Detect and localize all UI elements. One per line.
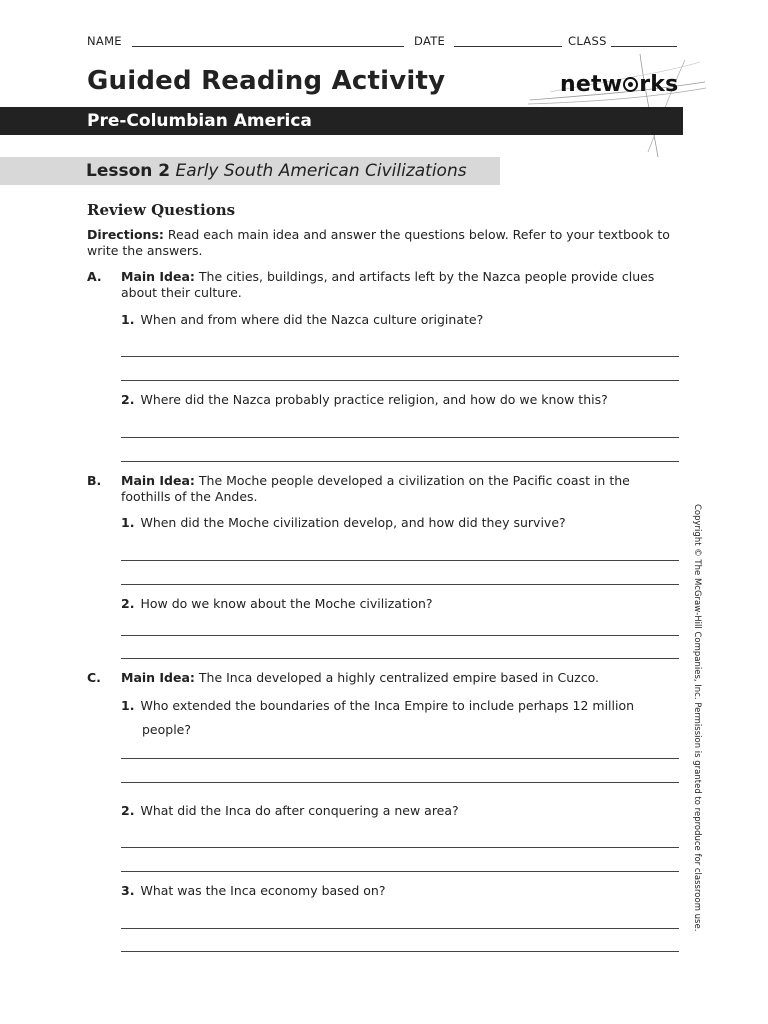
name-blank xyxy=(132,46,404,47)
answer-line[interactable] xyxy=(121,871,679,872)
question-a1 xyxy=(121,308,681,332)
section-c-letter: C. xyxy=(87,670,101,685)
question-text: When and from where did the Nazca culture originate? xyxy=(140,312,484,327)
unit-title: Pre-Columbian America xyxy=(87,111,312,131)
answer-line[interactable] xyxy=(121,951,679,952)
section-c-main-idea xyxy=(121,670,681,686)
question-c1 xyxy=(121,694,681,742)
class-blank xyxy=(611,46,677,47)
main-idea-label: Main Idea: xyxy=(121,473,195,488)
main-idea-label: Main Idea: xyxy=(121,269,195,284)
lesson-heading xyxy=(86,161,467,181)
directions-text: Read each main idea and answer the questions below. Refer to your textbook to write the answers. xyxy=(87,227,670,258)
answer-line[interactable] xyxy=(121,928,679,929)
answer-line[interactable] xyxy=(121,758,679,759)
networks-logo xyxy=(560,72,678,97)
answer-line[interactable] xyxy=(121,380,679,381)
question-text: Where did the Nazca probably practice religion, and how do we know this? xyxy=(140,392,608,407)
question-number: 2. xyxy=(121,392,135,407)
question-number: 2. xyxy=(121,803,135,818)
answer-line[interactable] xyxy=(121,847,679,848)
answer-line[interactable] xyxy=(121,658,679,659)
directions-label: Directions: xyxy=(87,227,164,242)
answer-line[interactable] xyxy=(121,461,679,462)
section-b-letter: B. xyxy=(87,473,102,488)
question-number: 1. xyxy=(121,698,135,713)
copyright-notice: Copyright © The McGraw-Hill Companies, Inc. Permission is granted to reproduce for classroom use. xyxy=(692,504,702,932)
answer-line[interactable] xyxy=(121,782,679,783)
logo-text-start: netw xyxy=(560,72,623,97)
main-idea-text: The cities, buildings, and artifacts left by the Nazca people provide clues about their culture. xyxy=(121,269,655,300)
main-idea-text: The Moche people developed a civilization on the Pacific coast in the foothills of the Andes. xyxy=(121,473,630,504)
answer-line[interactable] xyxy=(121,584,679,585)
question-a2 xyxy=(121,388,681,412)
answer-line[interactable] xyxy=(121,635,679,636)
logo-text-end: rks xyxy=(639,72,679,97)
question-number: 3. xyxy=(121,883,135,898)
question-b2 xyxy=(121,592,681,616)
date-label: DATE xyxy=(414,34,446,48)
page-title: Guided Reading Activity xyxy=(87,66,446,96)
main-idea-text: The Inca developed a highly centralized empire based in Cuzco. xyxy=(194,670,599,685)
section-b-main-idea xyxy=(121,473,681,505)
main-idea-label: Main Idea: xyxy=(121,670,195,685)
section-a-letter: A. xyxy=(87,269,102,284)
lesson-number: Lesson 2 xyxy=(86,161,171,181)
question-number: 1. xyxy=(121,312,135,327)
answer-line[interactable] xyxy=(121,356,679,357)
section-a-main-idea xyxy=(121,269,681,301)
date-blank xyxy=(454,46,562,47)
question-b1 xyxy=(121,511,681,535)
question-number: 1. xyxy=(121,515,135,530)
question-c2 xyxy=(121,799,681,823)
question-text: When did the Moche civilization develop, and how did they survive? xyxy=(140,515,566,530)
question-c3 xyxy=(121,879,681,903)
question-text: What was the Inca economy based on? xyxy=(140,883,386,898)
answer-line[interactable] xyxy=(121,437,679,438)
directions xyxy=(87,227,677,259)
name-label: NAME xyxy=(87,34,122,48)
question-text: How do we know about the Moche civilization? xyxy=(140,596,433,611)
logo-o-icon xyxy=(623,77,638,92)
answer-line[interactable] xyxy=(121,560,679,561)
section-heading: Review Questions xyxy=(87,201,236,219)
question-text: What did the Inca do after conquering a new area? xyxy=(140,803,459,818)
question-number: 2. xyxy=(121,596,135,611)
class-label: CLASS xyxy=(568,34,607,48)
lesson-name: Early South American Civilizations xyxy=(175,161,467,181)
question-text: Who extended the boundaries of the Inca Empire to include perhaps 12 million people? xyxy=(140,698,635,737)
